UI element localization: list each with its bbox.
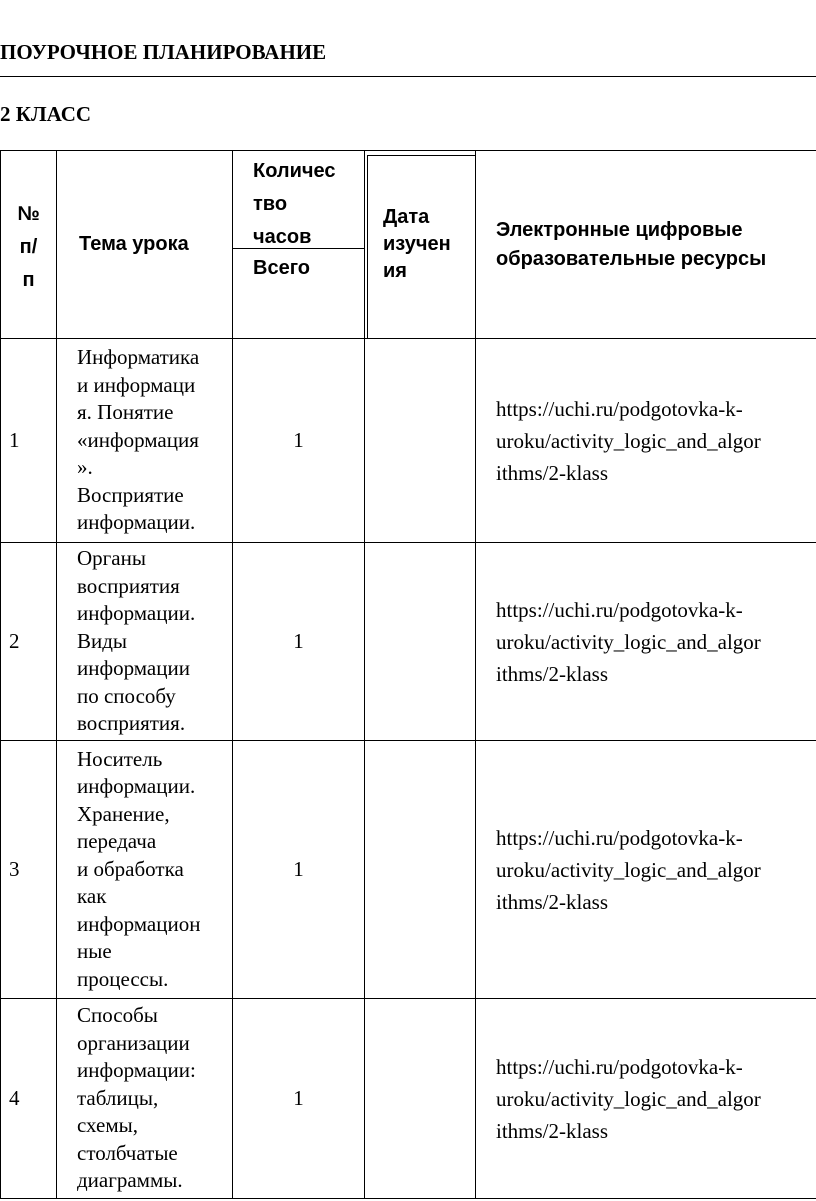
topic-line: информации. <box>77 601 196 626</box>
topic-line: по способу <box>77 683 176 708</box>
lesson-resource-link[interactable] <box>476 339 816 543</box>
topic-line: диаграммы. <box>77 1168 183 1193</box>
resource-line[interactable]: ithms/2-klass <box>496 460 609 485</box>
header-hours-line: часов <box>253 226 312 248</box>
header-topic: Тема урока <box>57 151 233 339</box>
lesson-number: 2 <box>1 543 57 741</box>
topic-line: и обработка <box>77 856 184 881</box>
topic-line: Восприятие <box>77 482 184 507</box>
lesson-hours: 1 <box>233 999 365 1199</box>
resource-line[interactable]: https://uchi.ru/podgotovka-k- <box>496 825 743 850</box>
header-resources <box>476 151 816 339</box>
lesson-date <box>365 339 476 543</box>
resource-line[interactable]: ithms/2-klass <box>496 889 609 914</box>
lesson-topic <box>57 543 233 741</box>
lesson-date <box>365 741 476 999</box>
lesson-plan-table <box>0 150 816 1199</box>
lesson-topic <box>57 999 233 1199</box>
header-resources-line: Электронные цифровые <box>496 218 743 241</box>
header-number-line: п/ <box>19 236 38 258</box>
table-row <box>1 741 816 999</box>
resource-line[interactable]: ithms/2-klass <box>496 1118 609 1143</box>
resource-line[interactable]: https://uchi.ru/podgotovka-k- <box>496 1054 743 1079</box>
topic-line: организации <box>77 1030 190 1055</box>
resource-line[interactable]: https://uchi.ru/podgotovka-k- <box>496 597 743 622</box>
lesson-number: 1 <box>1 339 57 543</box>
date-border-line <box>367 155 368 338</box>
topic-line: информации <box>77 656 190 681</box>
topic-line: передача <box>77 829 157 854</box>
header-date <box>365 151 476 339</box>
resource-line[interactable]: uroku/activity_logic_and_algor <box>496 428 761 453</box>
lesson-resource-link[interactable] <box>476 543 816 741</box>
lesson-resource-link[interactable] <box>476 999 816 1199</box>
lesson-number: 4 <box>1 999 57 1199</box>
topic-line: информации. <box>77 774 196 799</box>
topic-line: восприятия <box>77 573 180 598</box>
topic-line: я. Понятие <box>77 400 174 425</box>
lesson-hours: 1 <box>233 339 365 543</box>
resource-line[interactable]: uroku/activity_logic_and_algor <box>496 629 761 654</box>
header-date-line: Дата <box>383 206 430 228</box>
table-row <box>1 339 816 543</box>
lesson-hours: 1 <box>233 741 365 999</box>
lesson-hours: 1 <box>233 543 365 741</box>
resource-line[interactable]: https://uchi.ru/podgotovka-k- <box>496 396 743 421</box>
lesson-resource-link[interactable] <box>476 741 816 999</box>
lesson-date <box>365 543 476 741</box>
lesson-number: 3 <box>1 741 57 999</box>
title-divider <box>0 76 816 77</box>
topic-line: и информаци <box>77 372 196 397</box>
resource-line[interactable]: ithms/2-klass <box>496 661 609 686</box>
table-header-row <box>1 151 816 339</box>
topic-line: информации: <box>77 1058 196 1083</box>
lesson-topic <box>57 741 233 999</box>
topic-line: Органы <box>77 546 146 571</box>
header-date-line: ия <box>383 260 407 282</box>
topic-line: Хранение, <box>77 801 170 826</box>
topic-line: Способы <box>77 1003 158 1028</box>
lesson-topic <box>57 339 233 543</box>
header-hours <box>233 151 365 339</box>
topic-line: «информация <box>77 427 199 452</box>
topic-line: Носитель <box>77 746 163 771</box>
topic-line: информации. <box>77 510 196 535</box>
header-hours-total: Всего <box>253 257 310 279</box>
header-number <box>1 151 57 339</box>
topic-line: как <box>77 884 107 909</box>
date-border-cap <box>367 155 475 156</box>
header-date-line: изучен <box>383 233 451 255</box>
topic-line: Информатика <box>77 345 200 370</box>
topic-line: столбчатые <box>77 1140 178 1165</box>
resource-line[interactable]: uroku/activity_logic_and_algor <box>496 1086 761 1111</box>
topic-line: схемы, <box>77 1113 138 1138</box>
header-hours-count <box>233 151 364 249</box>
header-resources-line: образовательные ресурсы <box>496 247 767 270</box>
header-hours-line: Количес <box>253 160 336 182</box>
header-hours-line: тво <box>253 193 288 215</box>
topic-line: информацион <box>77 911 201 936</box>
topic-line: ». <box>77 455 93 480</box>
header-number-line: п <box>22 269 35 291</box>
table-row <box>1 543 816 741</box>
topic-line: ные <box>77 939 112 964</box>
topic-line: таблицы, <box>77 1085 159 1110</box>
document-title: ПОУРОЧНОЕ ПЛАНИРОВАНИЕ <box>0 40 327 64</box>
table-row <box>1 999 816 1199</box>
class-heading: 2 КЛАСС <box>0 102 92 126</box>
resource-line[interactable]: uroku/activity_logic_and_algor <box>496 857 761 882</box>
lesson-date <box>365 999 476 1199</box>
topic-line: процессы. <box>77 966 169 991</box>
header-number-line: № <box>17 203 40 225</box>
topic-line: восприятия. <box>77 711 186 736</box>
topic-line: Виды <box>77 628 128 653</box>
